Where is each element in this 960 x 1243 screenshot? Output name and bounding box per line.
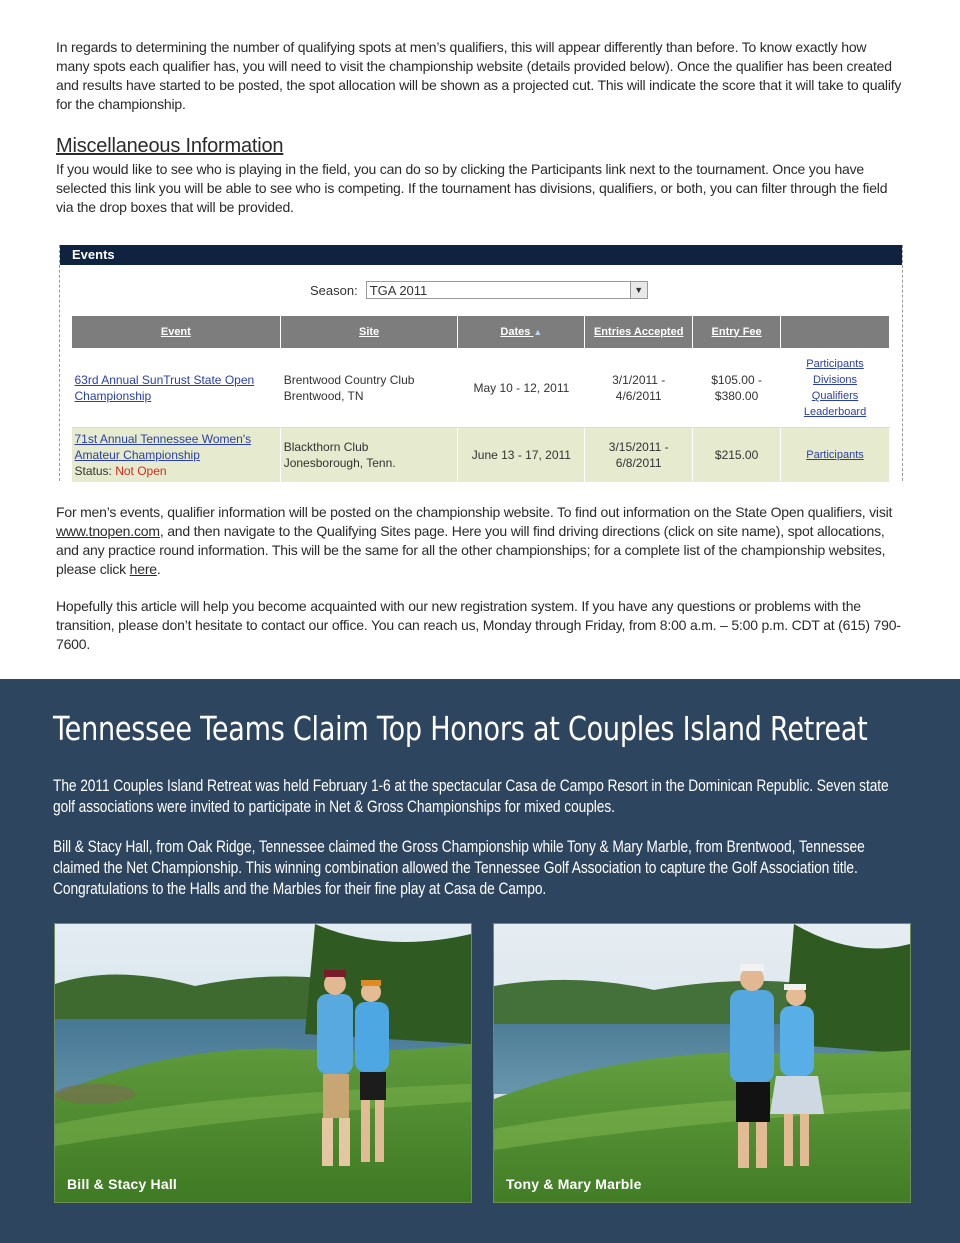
event-status bbox=[75, 463, 277, 479]
table-row bbox=[72, 428, 890, 483]
photo-caption: Tony & Mary Marble bbox=[506, 1176, 642, 1192]
photo-caption: Bill & Stacy Hall bbox=[67, 1176, 177, 1192]
mens-events-paragraph bbox=[56, 503, 902, 579]
season-row bbox=[310, 281, 648, 299]
col-fee[interactable]: Entry Fee bbox=[693, 316, 781, 349]
qualifiers-link[interactable]: Qualifiers bbox=[811, 390, 859, 402]
col-dates[interactable] bbox=[458, 316, 585, 349]
dates-cell: May 10 - 12, 2011 bbox=[458, 349, 585, 428]
entries-cell bbox=[585, 349, 693, 428]
season-value: TGA 2011 bbox=[369, 282, 428, 298]
entries-start: 3/15/2011 - bbox=[608, 440, 669, 454]
col-dates-label: Dates bbox=[500, 325, 531, 338]
top-text-area bbox=[56, 38, 902, 217]
misc-paragraph: If you would like to see who is playing in the field, you can do so by clicking the Participants link next to the tournament. Once you have selected this link you will be able to see who is competing. If the tournament has divisions, qualifiers, or both, you can filter through the field via the drop boxes that will be provided. bbox=[56, 161, 888, 215]
event-link[interactable]: 71st Annual Tennessee Women's Amateur Championship bbox=[74, 432, 252, 462]
event-link[interactable]: 63rd Annual SunTrust State Open Championship bbox=[74, 373, 255, 403]
events-screenshot bbox=[59, 245, 903, 481]
site-location: Brentwood, TN bbox=[283, 389, 364, 403]
photo-halls bbox=[54, 923, 472, 1203]
links-cell bbox=[781, 428, 890, 483]
participants-link[interactable]: Participants bbox=[806, 358, 864, 370]
chevron-down-icon[interactable]: ▼ bbox=[630, 282, 647, 298]
misc-heading: Miscellaneous Information bbox=[56, 135, 284, 157]
event-cell bbox=[72, 428, 281, 483]
fee-cell: $215.00 bbox=[693, 428, 781, 483]
links-cell bbox=[781, 349, 890, 428]
table-row bbox=[72, 349, 890, 428]
events-table bbox=[71, 315, 890, 482]
entries-start: 3/1/2011 - bbox=[612, 373, 666, 387]
fee-min: $105.00 - bbox=[711, 373, 762, 387]
closing-paragraph: Hopefully this article will help you become acquainted with our new registration system. If you have any questions or problems with the transition, please don’t hesitate to contact our office. You can reach us, Monday through Friday, from 8:00 a.m. – 5:00 p.m. CDT at (615) 790-7600. bbox=[56, 598, 901, 652]
site-name: Blackthorn Club bbox=[283, 440, 369, 454]
mens-text-c: . bbox=[156, 561, 161, 577]
events-title: Events bbox=[60, 245, 902, 265]
entries-cell bbox=[585, 428, 693, 483]
leaderboard-link[interactable]: Leaderboard bbox=[803, 406, 867, 418]
table-header-row bbox=[72, 316, 890, 349]
status-badge: Not Open bbox=[115, 464, 167, 478]
tnopen-link[interactable]: www.tnopen.com bbox=[56, 523, 160, 539]
golf-course-image bbox=[494, 924, 910, 1202]
article-section bbox=[0, 679, 960, 1243]
entries-end: 4/6/2011 bbox=[615, 389, 662, 403]
lower-text-area bbox=[56, 503, 902, 654]
status-label: Status: bbox=[74, 464, 112, 478]
fee-max: $380.00 bbox=[714, 389, 759, 403]
col-site[interactable]: Site bbox=[280, 316, 458, 349]
col-entries[interactable]: Entries Accepted bbox=[585, 316, 693, 349]
participants-link[interactable]: Participants bbox=[806, 449, 864, 461]
col-event[interactable]: Event bbox=[72, 316, 281, 349]
article-paragraph-1: The 2011 Couples Island Retreat was held February 1-6 at the spectacular Casa de Campo Resort in the Dominican Republic. Seven state golf associations were invited to participate in Net & Gross Championships for mixed couples. bbox=[53, 776, 889, 816]
site-cell bbox=[280, 349, 458, 428]
site-name: Brentwood Country Club bbox=[283, 373, 415, 387]
site-location: Jonesborough, Tenn. bbox=[283, 456, 396, 470]
fee-cell bbox=[693, 349, 781, 428]
mens-text-a: For men’s events, qualifier information will be posted on the championship website. To find out information on the State Open qualifiers, visit bbox=[56, 504, 893, 520]
article-title: Tennessee Teams Claim Top Honors at Couples Island Retreat bbox=[53, 709, 868, 748]
event-cell bbox=[72, 349, 281, 428]
site-cell bbox=[280, 428, 458, 483]
photo-marbles bbox=[493, 923, 911, 1203]
sort-asc-icon: ▲ bbox=[533, 326, 543, 337]
col-actions bbox=[781, 316, 890, 349]
here-link[interactable]: here bbox=[129, 561, 157, 577]
season-label: Season: bbox=[310, 282, 358, 298]
season-select[interactable] bbox=[366, 281, 648, 299]
divisions-link[interactable]: Divisions bbox=[813, 374, 858, 386]
dates-cell: June 13 - 17, 2011 bbox=[458, 428, 585, 483]
golf-course-image bbox=[55, 924, 471, 1202]
mens-text-b: , and then navigate to the Qualifying Sites page. Here you will find driving directions (click on site name), spot allocations, and any practice round information. This will be the same for all the other championships; for a complete list of the championship websites, please click bbox=[56, 523, 886, 577]
article-paragraph-2: Bill & Stacy Hall, from Oak Ridge, Tennessee claimed the Gross Championship while Tony & Mary Marble, from Brentwood, Tennessee claimed the Net Championship. This winning combination allowed the Tennessee Golf Association to capture the Golf Association title. Congratulations to the Halls and the Marbles for their fine play at Casa de Campo. bbox=[53, 837, 865, 898]
intro-paragraph: In regards to determining the number of qualifying spots at men’s qualifiers, this will appear differently than before. To know exactly how many spots each qualifier has, you will need to visit the championship website (details provided below). Once the qualifier has been created and results have started to be posted, the spot allocation will be shown as a projected cut. This will indicate the score that it will take to qualify for the championship. bbox=[56, 39, 902, 112]
entries-end: 6/8/2011 bbox=[615, 456, 662, 470]
